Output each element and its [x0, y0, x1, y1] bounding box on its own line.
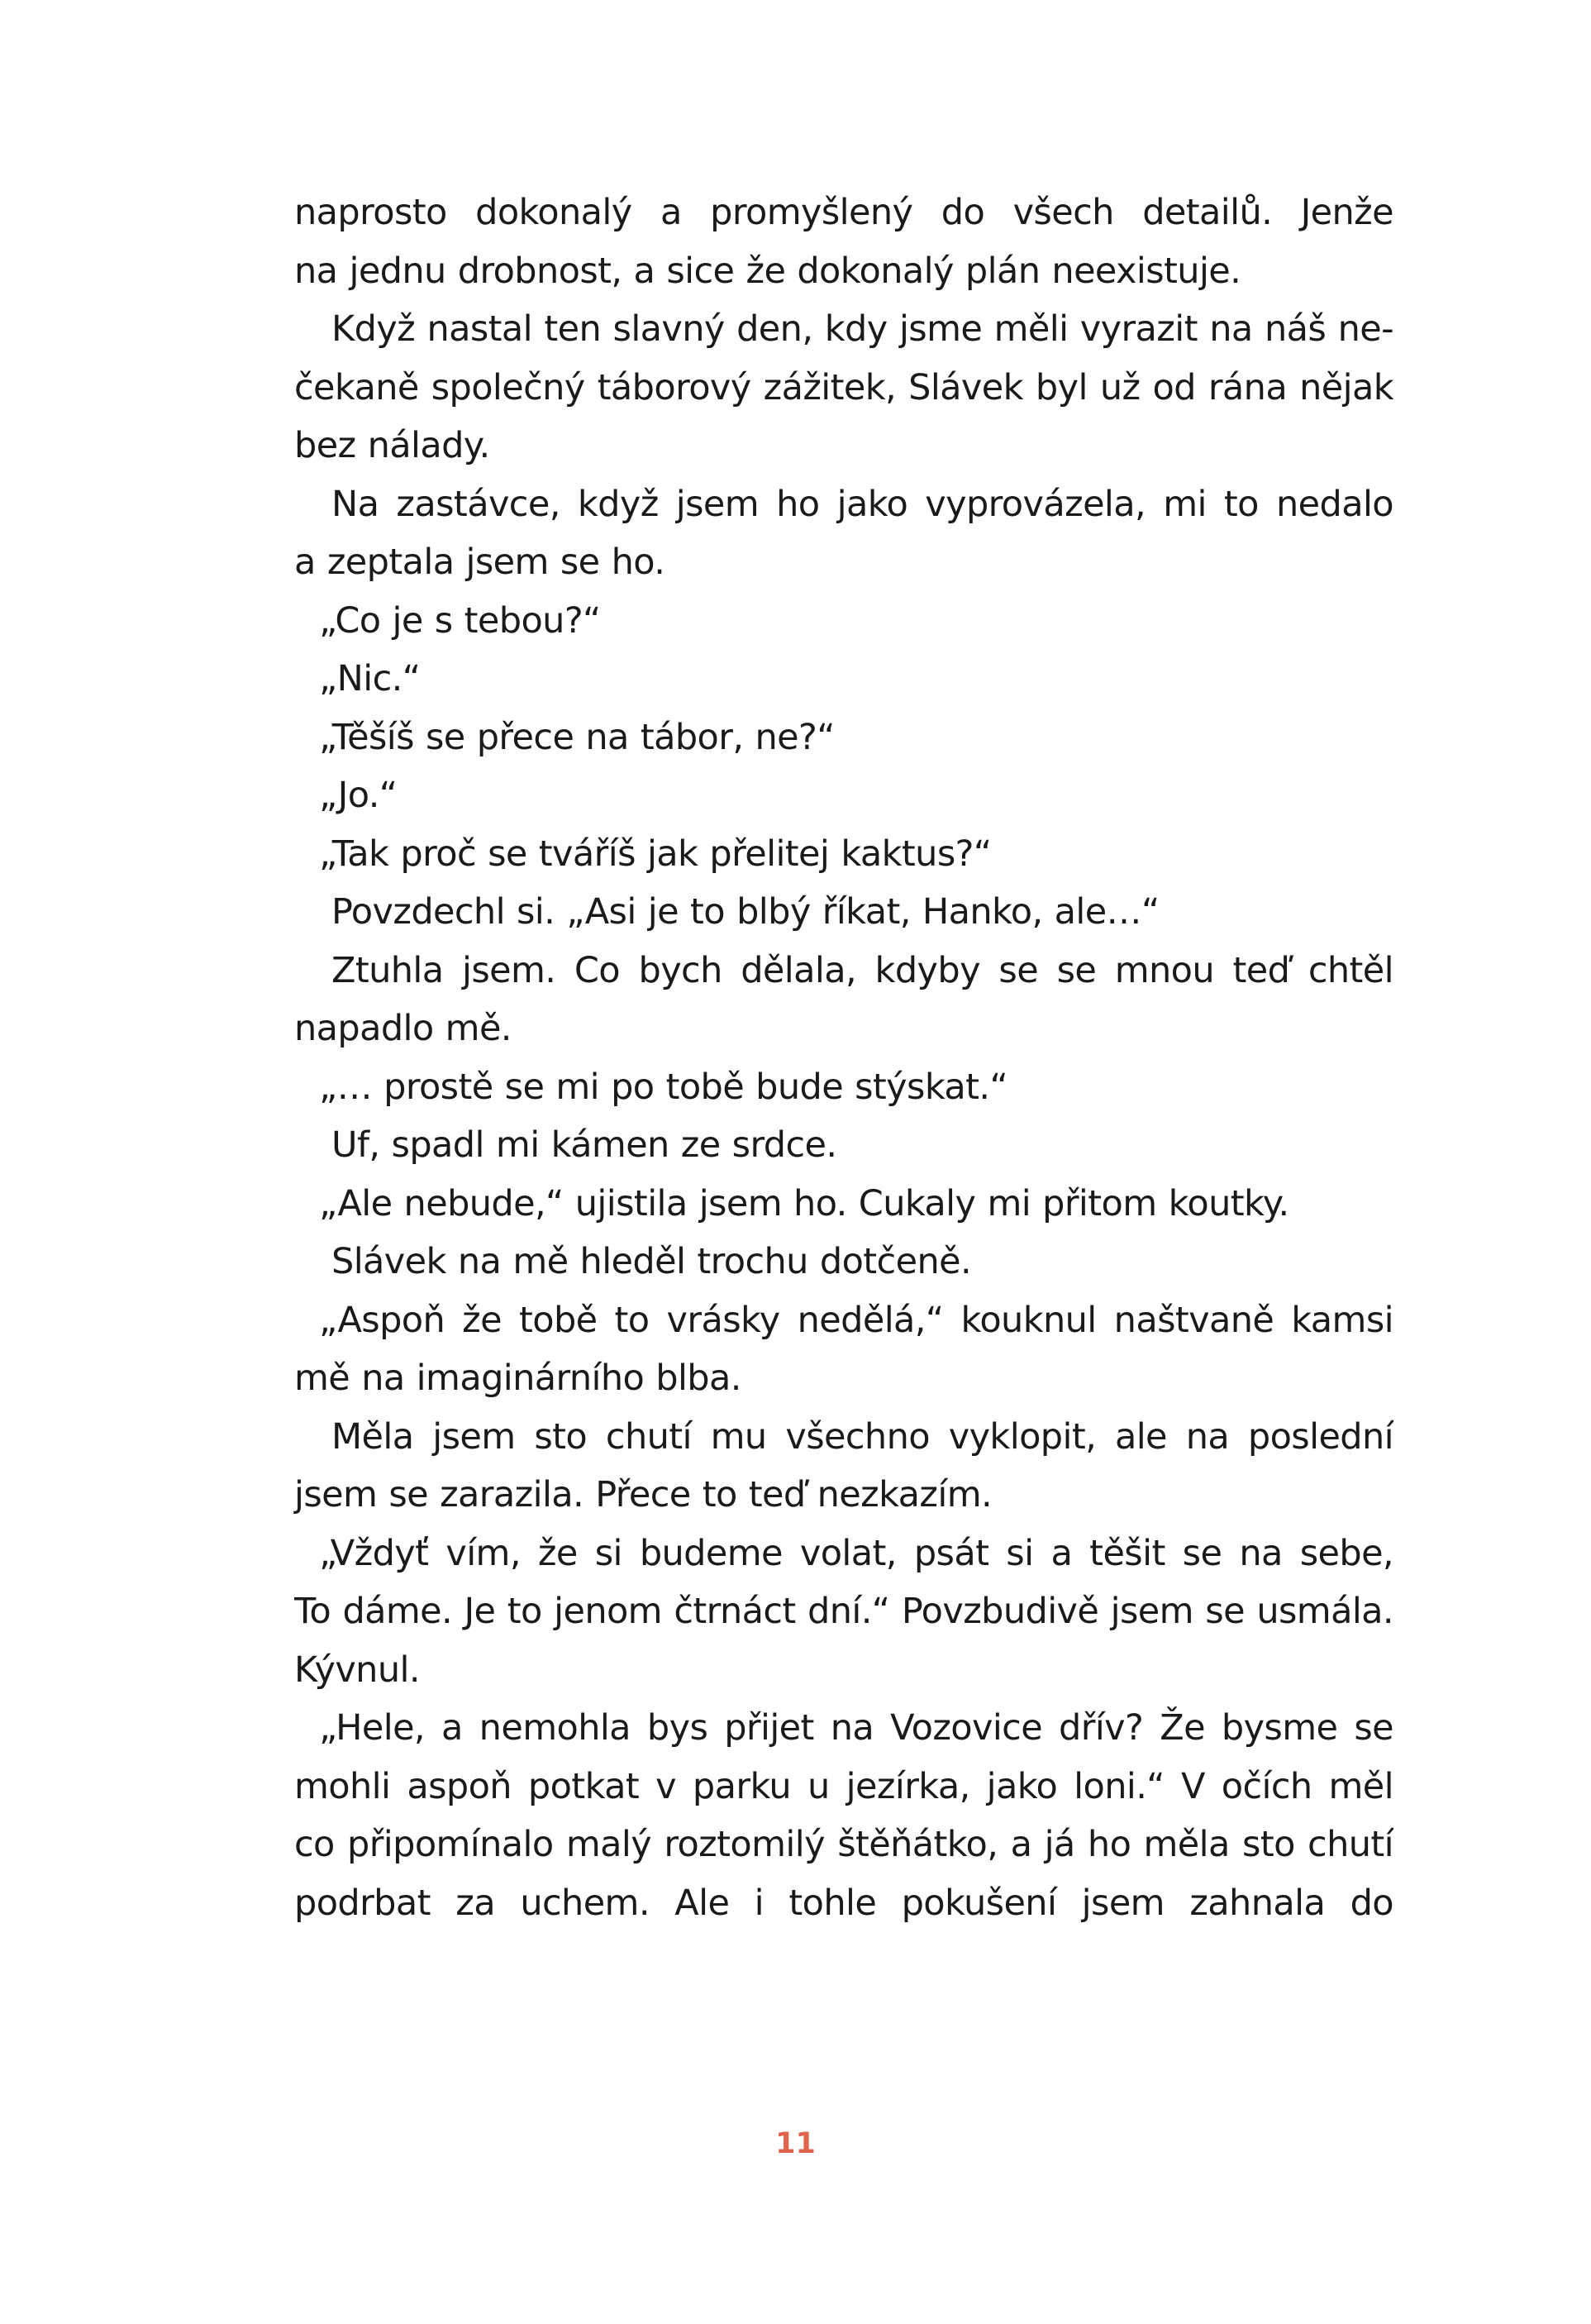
- body-text: [294, 184, 1393, 1932]
- dialogue-line: „Jo.“: [319, 775, 398, 816]
- dialogue-line: „Co je s tebou?“: [319, 599, 601, 642]
- text-line: na jednu drobnost, a sice že dokonalý plán neexistuje.: [294, 250, 1241, 292]
- text-line: naprosto dokonalý a promyšlený do všech detailů. Jenže: [294, 192, 1393, 233]
- text-line: To dáme. Je to jenom čtrnáct dní.“ Povzbudivě jsem se usmála.: [294, 1591, 1393, 1632]
- text-line: Uf, spadl mi kámen ze srdce.: [331, 1124, 837, 1166]
- dialogue-line: „Těšíš se přece na tábor, ne?“: [319, 716, 835, 758]
- text-line: co připomínalo malý roztomilý štěňátko, a já ho měla sto chutí: [294, 1824, 1393, 1865]
- dialogue-line: „Hele, a nemohla bys přijet na Vozovice dřív? Že bysme se: [319, 1707, 1393, 1749]
- text-line: čekaně společný táborový zážitek, Slávek byl už od rána nějak: [294, 366, 1393, 408]
- dialogue-line: „Aspoň že tobě to vrásky nedělá,“ kouknul naštvaně kamsi: [319, 1299, 1393, 1341]
- text-line: mohli aspoň potkat v parku u jezírka, jako loni.“ V očích měl: [294, 1765, 1393, 1807]
- dialogue-line: „Tak proč se tváříš jak přelitej kaktus?“: [319, 833, 992, 875]
- text-line: Kývnul.: [294, 1649, 420, 1691]
- dialogue-line: „… prostě se mi po tobě bude stýskat.“: [319, 1066, 1008, 1108]
- text-line: Povzdechl si. „Asi je to blbý říkat, Hanko, ale…“: [331, 891, 1160, 933]
- text-line: mě na imaginárního blba.: [294, 1358, 741, 1399]
- text-line: bez nálady.: [294, 425, 490, 466]
- text-line: jsem se zarazila. Přece to teď nezkazím.: [294, 1474, 993, 1515]
- dialogue-line: „Ale nebude,“ ujistila jsem ho. Cukaly mi přitom koutky.: [319, 1182, 1289, 1224]
- text-line: napadlo mě.: [294, 1008, 512, 1049]
- text-line: Slávek na mě hleděl trochu dotčeně.: [331, 1241, 972, 1282]
- text-line: podrbat za uchem. Ale i tohle pokušení jsem zahnala do: [294, 1882, 1393, 1924]
- text-line: a zeptala jsem se ho.: [294, 542, 665, 583]
- dialogue-line: „Vždyť vím, že si budeme volat, psát si a těšit se na sebe,: [319, 1532, 1393, 1574]
- text-line: Ztuhla jsem. Co bych dělala, kdyby se se mnou teď chtěl: [331, 949, 1393, 991]
- text-line: Když nastal ten slavný den, kdy jsme měli vyrazit na náš ne-: [331, 308, 1393, 350]
- page-number: 11: [775, 2127, 816, 2160]
- text-line: Měla jsem sto chutí mu všechno vyklopit, ale na poslední: [331, 1415, 1393, 1458]
- text-line: Na zastávce, když jsem ho jako vyprovázela, mi to nedalo: [331, 483, 1393, 525]
- dialogue-line: „Nic.“: [319, 658, 421, 699]
